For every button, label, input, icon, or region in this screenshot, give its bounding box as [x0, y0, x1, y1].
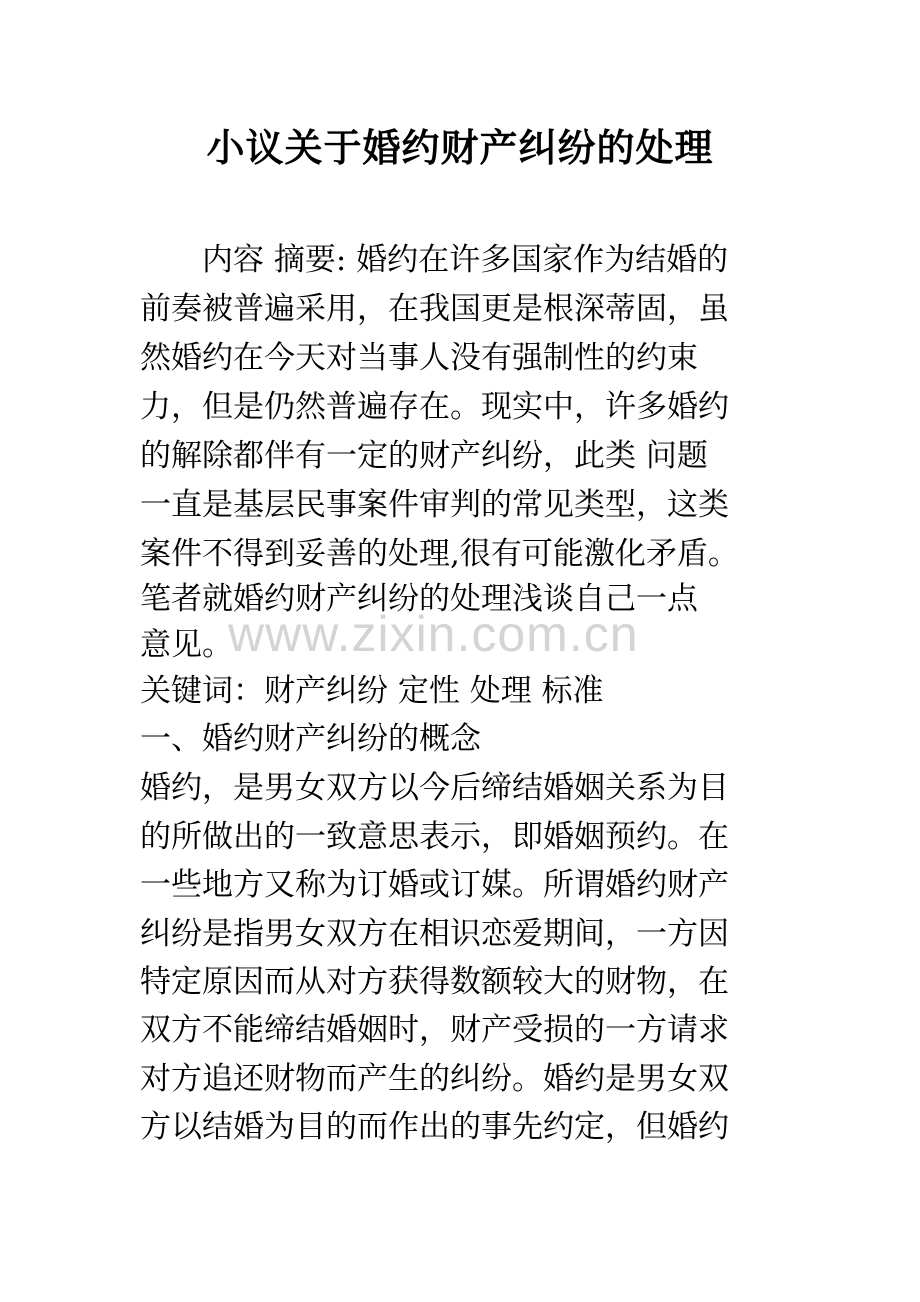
body-line: 力，但是仍然普遍存在。现实中，许多婚约 — [140, 389, 729, 425]
body-line: 的解除都伴有一定的财产纠纷，此类 问题 — [140, 438, 708, 474]
body-line: 婚约，是男女双方以今后缔结婚姻关系为目 — [140, 770, 729, 806]
watermark: www.zixin.com.cn — [228, 606, 639, 662]
keywords-line: 关键词：财产纠纷 定性 处理 标准 — [140, 673, 604, 709]
section-heading: 一、婚约财产纠纷的概念 — [140, 721, 481, 757]
body-line: 然婚约在今天对当事人没有强制性的约束 — [140, 340, 698, 376]
body-line: 一直是基层民事案件审判的常见类型，这类 — [140, 487, 729, 523]
body-line: 一些地方又称为订婚或订媒。所谓婚约财产 — [140, 867, 729, 903]
document-title: 小议关于婚约财产纠纷的处理 — [206, 125, 714, 170]
body-line: 笔者就婚约财产纠纷的处理浅谈自己一点 — [140, 581, 698, 617]
body-line: 方以结婚为目的而作出的事先约定，但婚约 — [140, 1109, 729, 1145]
body-line: 双方不能缔结婚姻时，财产受损的一方请求 — [140, 1012, 729, 1048]
body-line: 案件不得到妥善的处理,很有可能激化矛盾。 — [140, 536, 739, 572]
body-line: 特定原因而从对方获得数额较大的财物，在 — [140, 964, 729, 1000]
body-line: 纠纷是指男女双方在相识恋爱期间，一方因 — [140, 916, 729, 952]
body-line: 内容 摘要: 婚约在许多国家作为结婚的 — [140, 242, 729, 278]
body-line: 对方追还财物而产生的纠纷。婚约是男女双 — [140, 1061, 729, 1097]
body-line: 意见。 — [140, 627, 233, 663]
body-line: 的所做出的一致意思表示，即婚姻预约。在 — [140, 819, 729, 855]
body-line: 前奏被普遍采用，在我国更是根深蒂固，虽 — [140, 291, 729, 327]
